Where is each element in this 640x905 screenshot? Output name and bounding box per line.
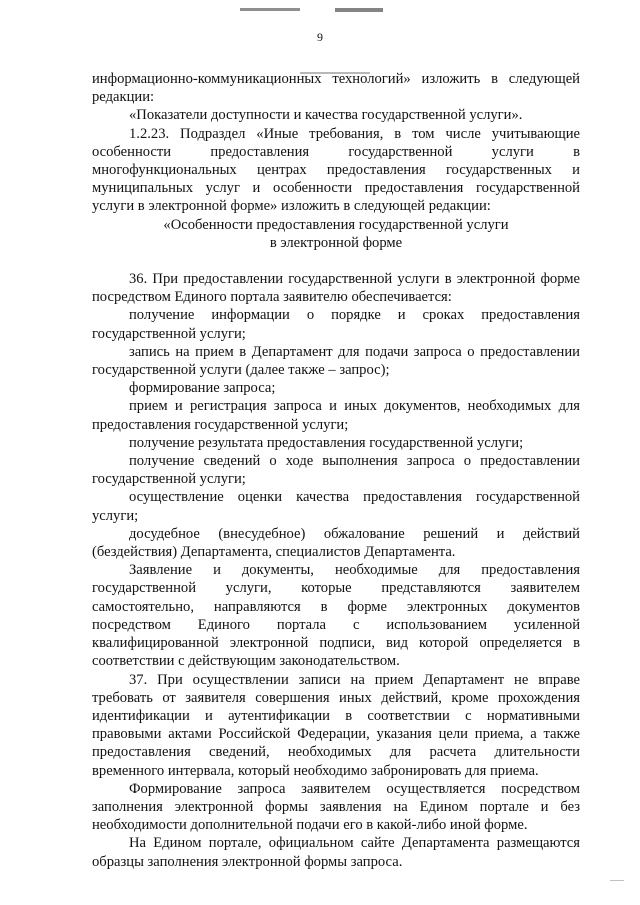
paragraph: получение сведений о ходе выполнения запроса о предоставлении государственной услуги; <box>92 453 580 488</box>
document-body <box>92 70 580 871</box>
paragraph: прием и регистрация запроса и иных документов, необходимых для предоставления государственной услуги; <box>92 398 580 433</box>
paragraph: запись на прием в Департамент для подачи запроса о предоставлении государственной услуги (далее также – запрос); <box>92 343 580 379</box>
paragraph: 1.2.23. Подраздел «Иные требования, в том числе учитывающие особенности предоставления государственной услуги в многофункциональных центрах предоставления государственных и муниципальных услуг и особенности предоставления государственной услуги в электронной форме» изложить в следующей редакции: <box>92 125 580 215</box>
paragraph: 37. При осуществлении записи на прием Департамент не вправе требовать от заявителя совершения иных действий, кроме прохождения идентификации и аутентификации в соответствии с нормативными правовыми актами Российской Федерации, указания цели приема, а также предоставления сведений, необходимых для расчета длительности временного интервала, который необходимо забронировать для приема. <box>92 671 580 779</box>
section-heading: «Особенности предоставления государственной услуги <box>163 216 509 233</box>
paragraph: досудебное (внесудебное) обжалование решений и действий (бездействия) Департамента, специалистов Департамента. <box>92 525 580 561</box>
paragraph: 36. При предоставлении государственной услуги в электронной форме посредством Единого портала заявителю обеспечивается: <box>92 271 580 306</box>
paragraph: информационно-коммуникационных технологий» изложить в следующей редакции: <box>92 71 580 106</box>
paragraph: На Едином портале, официальном сайте Департамента размещаются образцы заполнения электронной формы запроса. <box>92 835 580 870</box>
paragraph: получение результата предоставления государственной услуги; <box>129 434 524 451</box>
paragraph: осуществление оценки качества предоставления государственной услуги; <box>92 489 580 524</box>
paragraph: получение информации о порядке и сроках предоставления государственной услуги; <box>92 307 580 342</box>
paragraph-gap <box>92 252 580 270</box>
scan-artifact <box>240 8 300 11</box>
scan-artifact <box>610 880 624 881</box>
paragraph: Формирование запроса заявителем осуществляется посредством заполнения электронной формы заявления на Едином портале и без необходимости дополнительной подачи его в какой-либо иной форме. <box>92 780 580 834</box>
paragraph: «Показатели доступности и качества государственной услуги». <box>129 107 523 124</box>
paragraph: Заявление и документы, необходимые для предоставления государственной услуги, которые представляются заявителем самостоятельно, направляются в форме электронных документов посредством Единого портала с использованием усиленной квалифицированной электронной подписи, вид которой определяется в соответствии с действующим законодательством. <box>92 562 580 670</box>
paragraph: формирование запроса; <box>129 380 276 397</box>
section-heading: в электронной форме <box>269 234 403 251</box>
scan-artifact <box>335 8 383 12</box>
page-number: 9 <box>317 30 323 44</box>
